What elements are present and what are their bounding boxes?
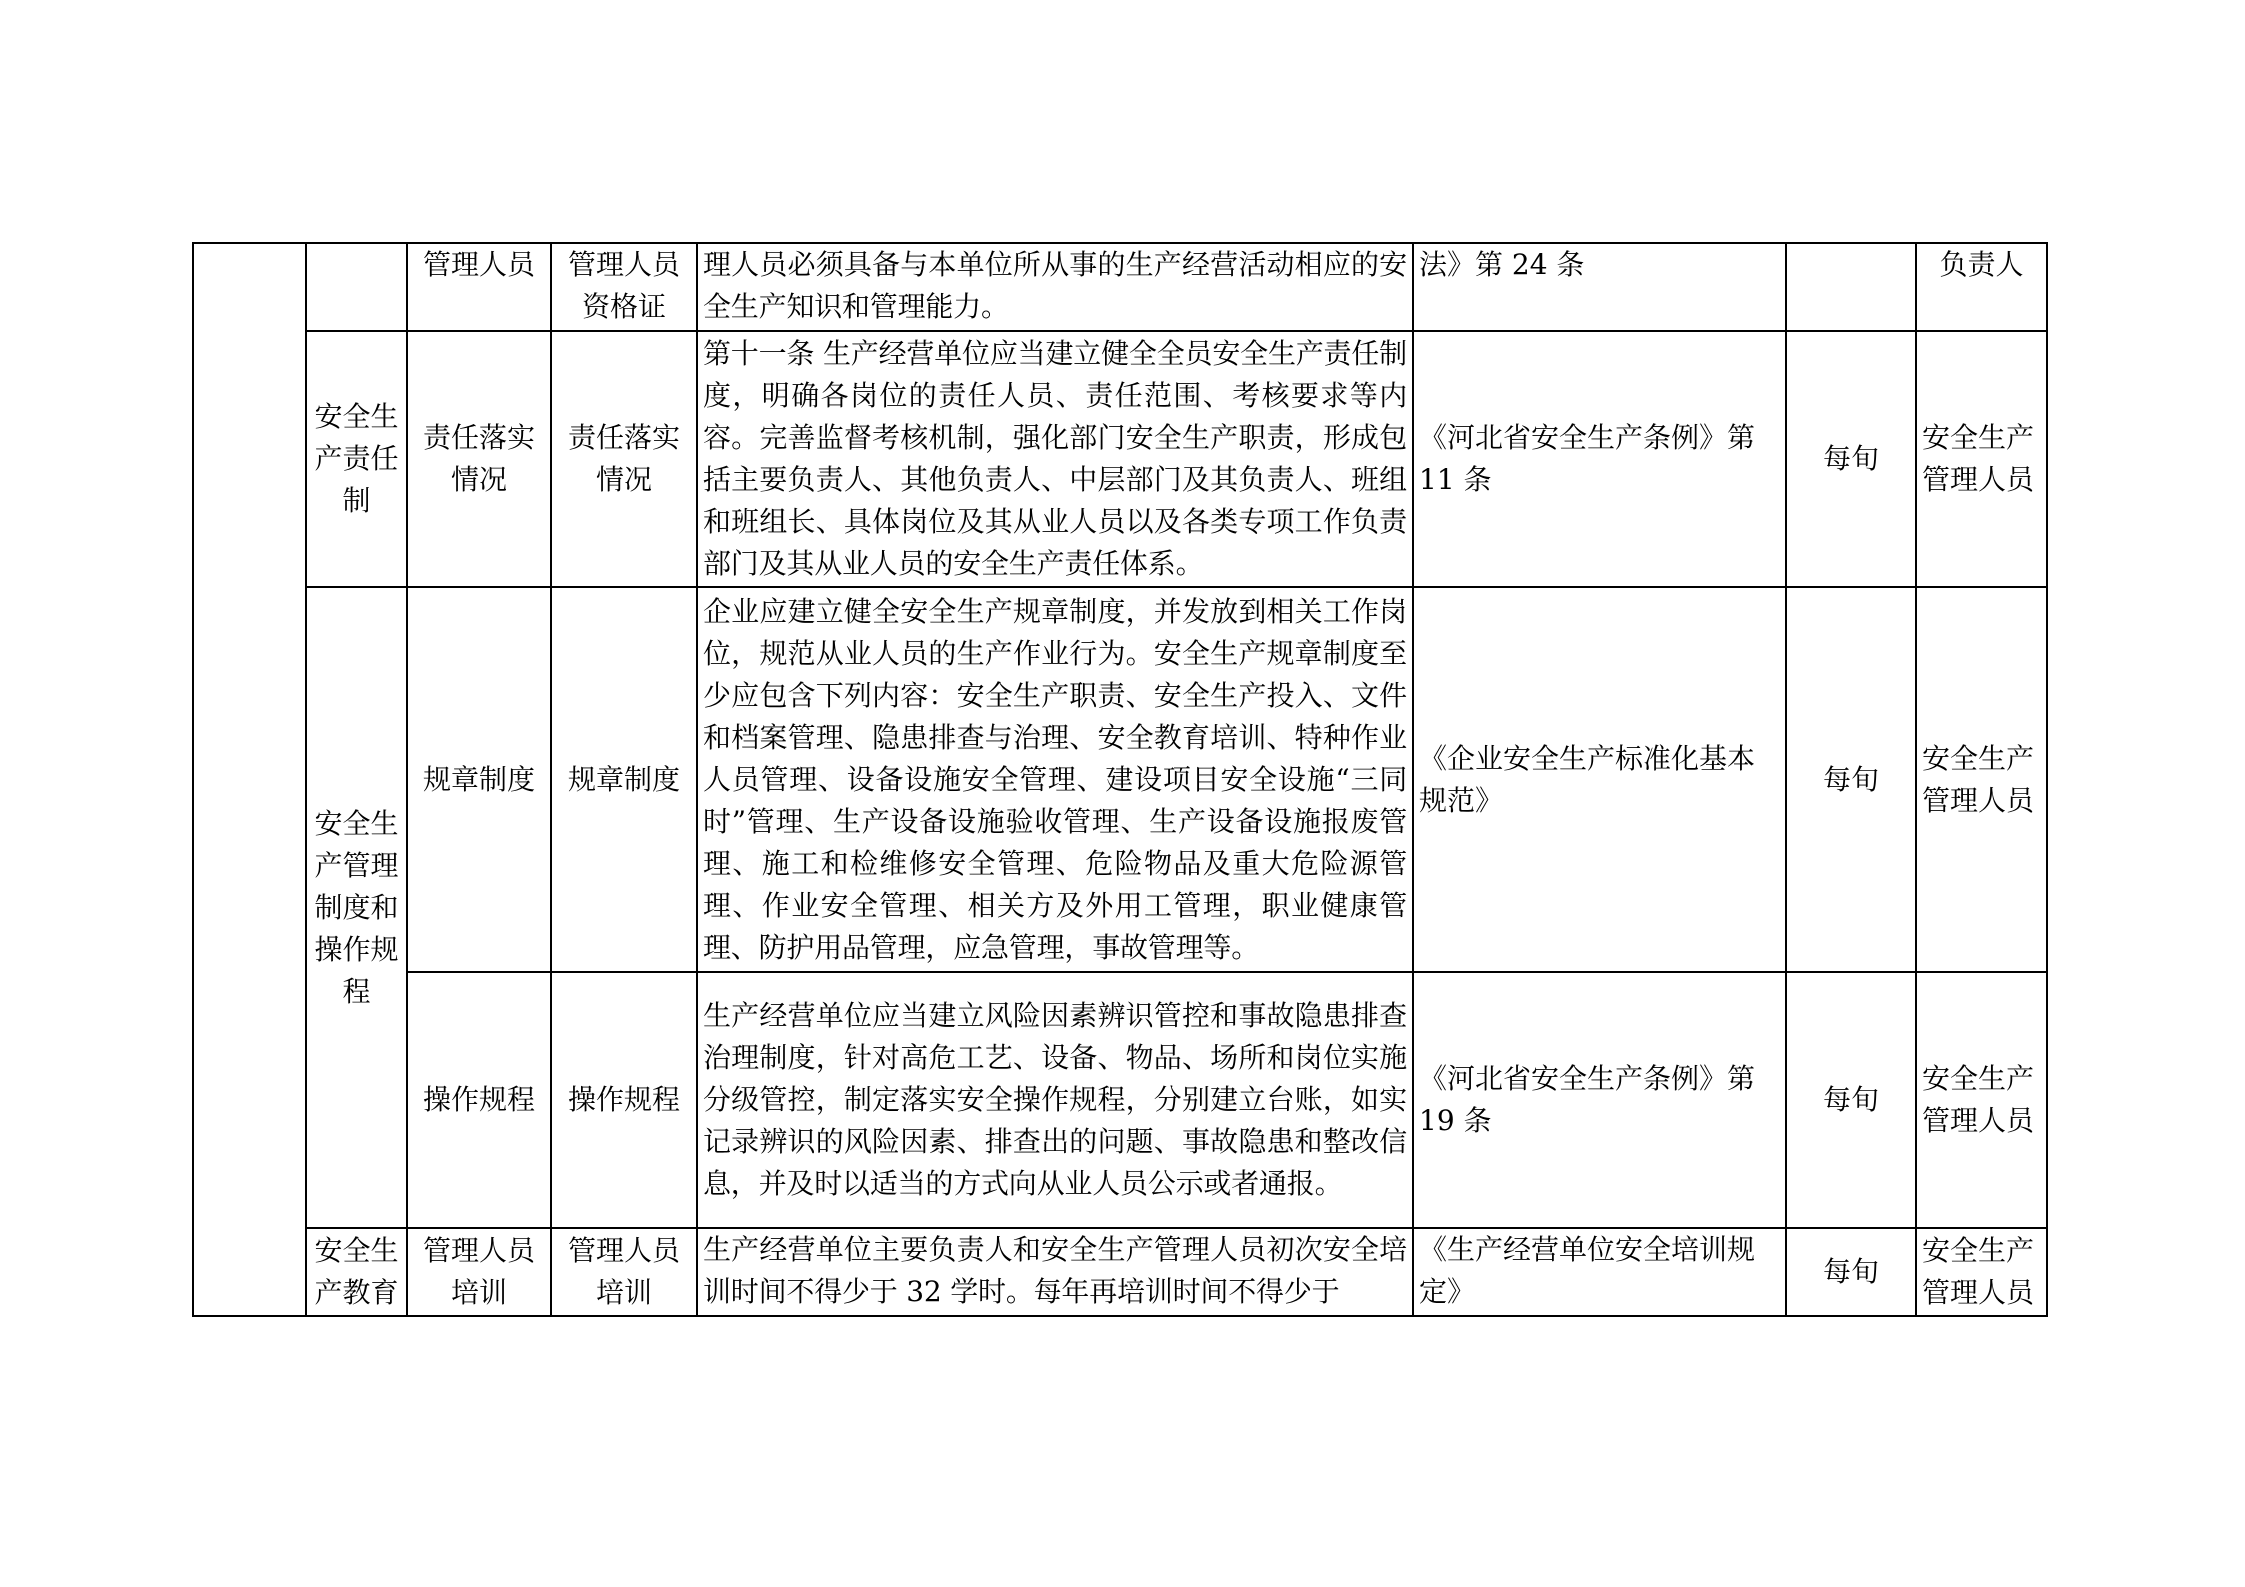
- basis-cell: 《河北省安全生产条例》第 19 条: [1413, 972, 1786, 1228]
- category-cell: 安全生产管理制度和操作规程: [306, 587, 407, 1228]
- requirement-cell: 企业应建立健全安全生产规章制度，并发放到相关工作岗位，规范从业人员的生产作业行为。安全生产规章制度至少应包含下列内容：安全生产职责、安全生产投入、文件和档案管理、隐患排查与治理、安全教育培训、特种作业人员管理、设备设施安全管理、建设项目安全设施“三同时”管理、生产设备设施验收管理、生产设备设施报废管理、施工和检维修安全管理、危险物品及重大危险源管理、作业安全管理、相关方及外用工管理，职业健康管理、防护用品管理，应急管理，事故管理等。: [697, 587, 1413, 972]
- category-cell: 安全生产责任制: [306, 331, 407, 587]
- frequency-cell: 每旬: [1786, 587, 1916, 972]
- basis-cell: 《生产经营单位安全培训规定》: [1413, 1228, 1786, 1316]
- requirement-cell: 理人员必须具备与本单位所从事的生产经营活动相应的安全生产知识和管理能力。: [697, 243, 1413, 331]
- responsible-cell: 安全生产管理人员: [1916, 972, 2047, 1228]
- frequency-cell: 每旬: [1786, 1228, 1916, 1316]
- frequency-cell: [1786, 243, 1916, 331]
- content-cell: 规章制度: [551, 587, 697, 972]
- table-row: [193, 587, 2047, 972]
- requirement-cell: 第十一条 生产经营单位应当建立健全全员安全生产责任制度，明确各岗位的责任人员、责任范围、考核要求等内容。完善监督考核机制，强化部门安全生产职责，形成包括主要负责人、其他负责人、中层部门及其负责人、班组和班组长、具体岗位及其从业人员以及各类专项工作负责部门及其从业人员的安全生产责任体系。: [697, 331, 1413, 587]
- requirement-cell: 生产经营单位主要负责人和安全生产管理人员初次安全培训时间不得少于 32 学时。每年再培训时间不得少于: [697, 1228, 1413, 1316]
- item-cell: 操作规程: [407, 972, 551, 1228]
- content-cell: 责任落实情况: [551, 331, 697, 587]
- table-row: [193, 972, 2047, 1228]
- category-cell: [306, 243, 407, 331]
- outer-blank-cell: [193, 243, 306, 1316]
- table-row: [193, 243, 2047, 331]
- content-cell: 管理人员资格证: [551, 243, 697, 331]
- content-cell: 操作规程: [551, 972, 697, 1228]
- item-cell: 规章制度: [407, 587, 551, 972]
- inspection-table: [192, 242, 2048, 1317]
- item-cell: 责任落实情况: [407, 331, 551, 587]
- responsible-cell: 安全生产管理人员: [1916, 331, 2047, 587]
- table-row: [193, 331, 2047, 587]
- responsible-cell: 负责人: [1916, 243, 2047, 331]
- table-row: [193, 1228, 2047, 1316]
- responsible-cell: 安全生产管理人员: [1916, 1228, 2047, 1316]
- item-cell: 管理人员: [407, 243, 551, 331]
- frequency-cell: 每旬: [1786, 972, 1916, 1228]
- category-cell: 安全生产教育: [306, 1228, 407, 1316]
- requirement-cell: 生产经营单位应当建立风险因素辨识管控和事故隐患排查治理制度，针对高危工艺、设备、物品、场所和岗位实施分级管控，制定落实安全操作规程，分别建立台账，如实记录辨识的风险因素、排查出的问题、事故隐患和整改信息，并及时以适当的方式向从业人员公示或者通报。: [697, 972, 1413, 1228]
- item-cell: 管理人员培训: [407, 1228, 551, 1316]
- basis-cell: 法》第 24 条: [1413, 243, 1786, 331]
- basis-cell: 《企业安全生产标准化基本规范》: [1413, 587, 1786, 972]
- basis-cell: 《河北省安全生产条例》第 11 条: [1413, 331, 1786, 587]
- content-cell: 管理人员培训: [551, 1228, 697, 1316]
- responsible-cell: 安全生产管理人员: [1916, 587, 2047, 972]
- frequency-cell: 每旬: [1786, 331, 1916, 587]
